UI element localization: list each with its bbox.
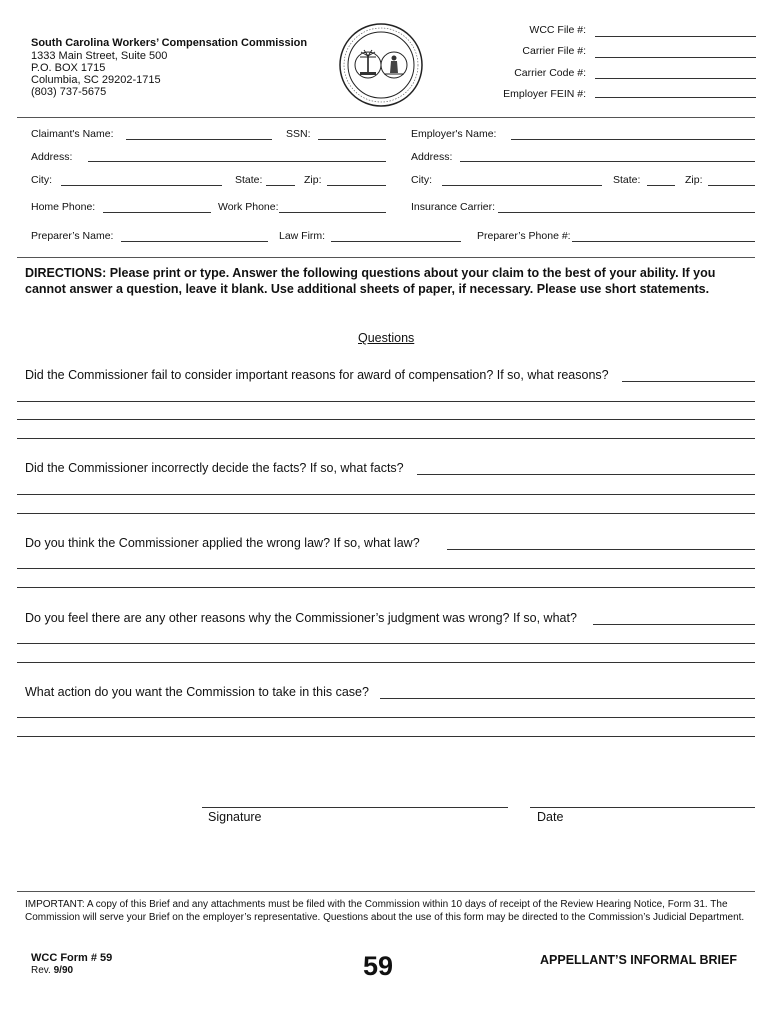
revision-value: 9/90 [53, 965, 74, 976]
question-5: What action do you want the Commission to take in this case? [25, 685, 369, 699]
question-2-inline-answer[interactable] [417, 474, 755, 475]
preparer-name-label: Preparer’s Name: [31, 230, 114, 242]
employer-address-field[interactable] [460, 161, 755, 162]
footer-divider [17, 891, 755, 892]
work-phone-field[interactable] [279, 212, 386, 213]
question-5-answer-line[interactable] [17, 717, 755, 718]
carrier-file-field[interactable] [595, 57, 756, 58]
revision [31, 965, 73, 976]
question-1: Did the Commissioner fail to consider important reasons for award of compensation? If so, what reasons? [25, 368, 609, 382]
agency-address-line3: Columbia, SC 29202-1715 [31, 74, 161, 86]
employer-name-label: Employer's Name: [411, 128, 497, 140]
form-title: APPELLANT’S INFORMAL BRIEF [540, 953, 737, 967]
questions-heading: Questions [358, 331, 415, 345]
employer-fein-field[interactable] [595, 97, 756, 98]
agency-phone: (803) 737-5675 [31, 86, 107, 98]
preparer-phone-label: Preparer’s Phone #: [477, 230, 571, 242]
wcc-file-field[interactable] [595, 36, 756, 37]
form-big-number: 59 [363, 951, 394, 981]
law-firm-field[interactable] [331, 241, 461, 242]
employer-name-field[interactable] [511, 139, 755, 140]
question-1-inline-answer[interactable] [622, 381, 755, 382]
claimant-address-label: Address: [31, 151, 73, 163]
carrier-code-label: Carrier Code #: [514, 67, 586, 79]
important-note: IMPORTANT: A copy of this Brief and any attachments must be filed with the Commission within 10 days of receipt of the Review Hearing Notice, Form 31. The Commission will serve your Brief on the employer’s representative. Questions about the use of this form may be directed to the Commission’s Judicial Department. [25, 899, 745, 923]
ssn-field[interactable] [318, 139, 386, 140]
question-1-answer-line[interactable] [17, 438, 755, 439]
agency-address-line1: 1333 Main Street, Suite 500 [31, 50, 168, 62]
claimant-zip-field[interactable] [327, 185, 386, 186]
question-4-answer-line[interactable] [17, 643, 755, 644]
claimant-zip-label: Zip: [304, 174, 322, 186]
employer-zip-field[interactable] [708, 185, 755, 186]
question-4-inline-answer[interactable] [593, 624, 755, 625]
claimant-state-label: State: [235, 174, 263, 186]
preparer-phone-field[interactable] [572, 241, 755, 242]
info-divider [17, 257, 755, 258]
revision-label: Rev. [31, 965, 51, 976]
question-1-answer-line[interactable] [17, 401, 755, 402]
date-label: Date [537, 810, 564, 824]
employer-state-label: State: [613, 174, 641, 186]
date-field[interactable] [530, 807, 755, 808]
claimant-address-field[interactable] [88, 161, 386, 162]
question-3-answer-line[interactable] [17, 587, 755, 588]
employer-address-label: Address: [411, 151, 453, 163]
employer-state-field[interactable] [647, 185, 675, 186]
ssn-label: SSN: [286, 128, 311, 140]
claimant-state-field[interactable] [266, 185, 295, 186]
question-1-answer-line[interactable] [17, 419, 755, 420]
employer-zip-label: Zip: [685, 174, 703, 186]
question-3: Do you think the Commissioner applied the wrong law? If so, what law? [25, 536, 420, 550]
agency-name: South Carolina Workers’ Compensation Commission [31, 37, 308, 49]
signature-label: Signature [208, 810, 262, 824]
agency-address-line2: P.O. BOX 1715 [31, 62, 106, 74]
question-2: Did the Commissioner incorrectly decide the facts? If so, what facts? [25, 461, 404, 475]
carrier-file-label: Carrier File #: [522, 45, 586, 57]
directions-text: DIRECTIONS: Please print or type. Answer the following questions about your claim to the best of your ability. If you cannot answer a question, leave it blank. Use additional sheets of paper, if necessary. Please use short statements. [25, 266, 716, 296]
carrier-code-field[interactable] [595, 78, 756, 79]
insurance-carrier-label: Insurance Carrier: [411, 201, 496, 213]
employer-city-field[interactable] [442, 185, 602, 186]
question-5-answer-line[interactable] [17, 736, 755, 737]
employer-fein-label: Employer FEIN #: [503, 88, 586, 100]
form-number: WCC Form # 59 [31, 952, 113, 964]
preparer-name-field[interactable] [121, 241, 268, 242]
home-phone-label: Home Phone: [31, 201, 96, 213]
signature-field[interactable] [202, 807, 508, 808]
insurance-carrier-field[interactable] [498, 212, 755, 213]
header-divider [17, 117, 755, 118]
question-4: Do you feel there are any other reasons why the Commissioner’s judgment was wrong? If so, what? [25, 611, 577, 625]
claimant-name-field[interactable] [126, 139, 272, 140]
claimant-city-field[interactable] [61, 185, 222, 186]
claimant-name-label: Claimant's Name: [31, 128, 114, 140]
wcc-file-label: WCC File #: [529, 24, 586, 36]
state-seal-icon [338, 22, 424, 108]
question-2-answer-line[interactable] [17, 513, 755, 514]
question-3-inline-answer[interactable] [447, 549, 755, 550]
question-5-inline-answer[interactable] [380, 698, 755, 699]
law-firm-label: Law Firm: [279, 230, 326, 242]
claimant-city-label: City: [31, 174, 52, 186]
question-4-answer-line[interactable] [17, 662, 755, 663]
employer-city-label: City: [411, 174, 432, 186]
work-phone-label: Work Phone: [218, 201, 279, 213]
question-2-answer-line[interactable] [17, 494, 755, 495]
question-3-answer-line[interactable] [17, 568, 755, 569]
home-phone-field[interactable] [103, 212, 211, 213]
